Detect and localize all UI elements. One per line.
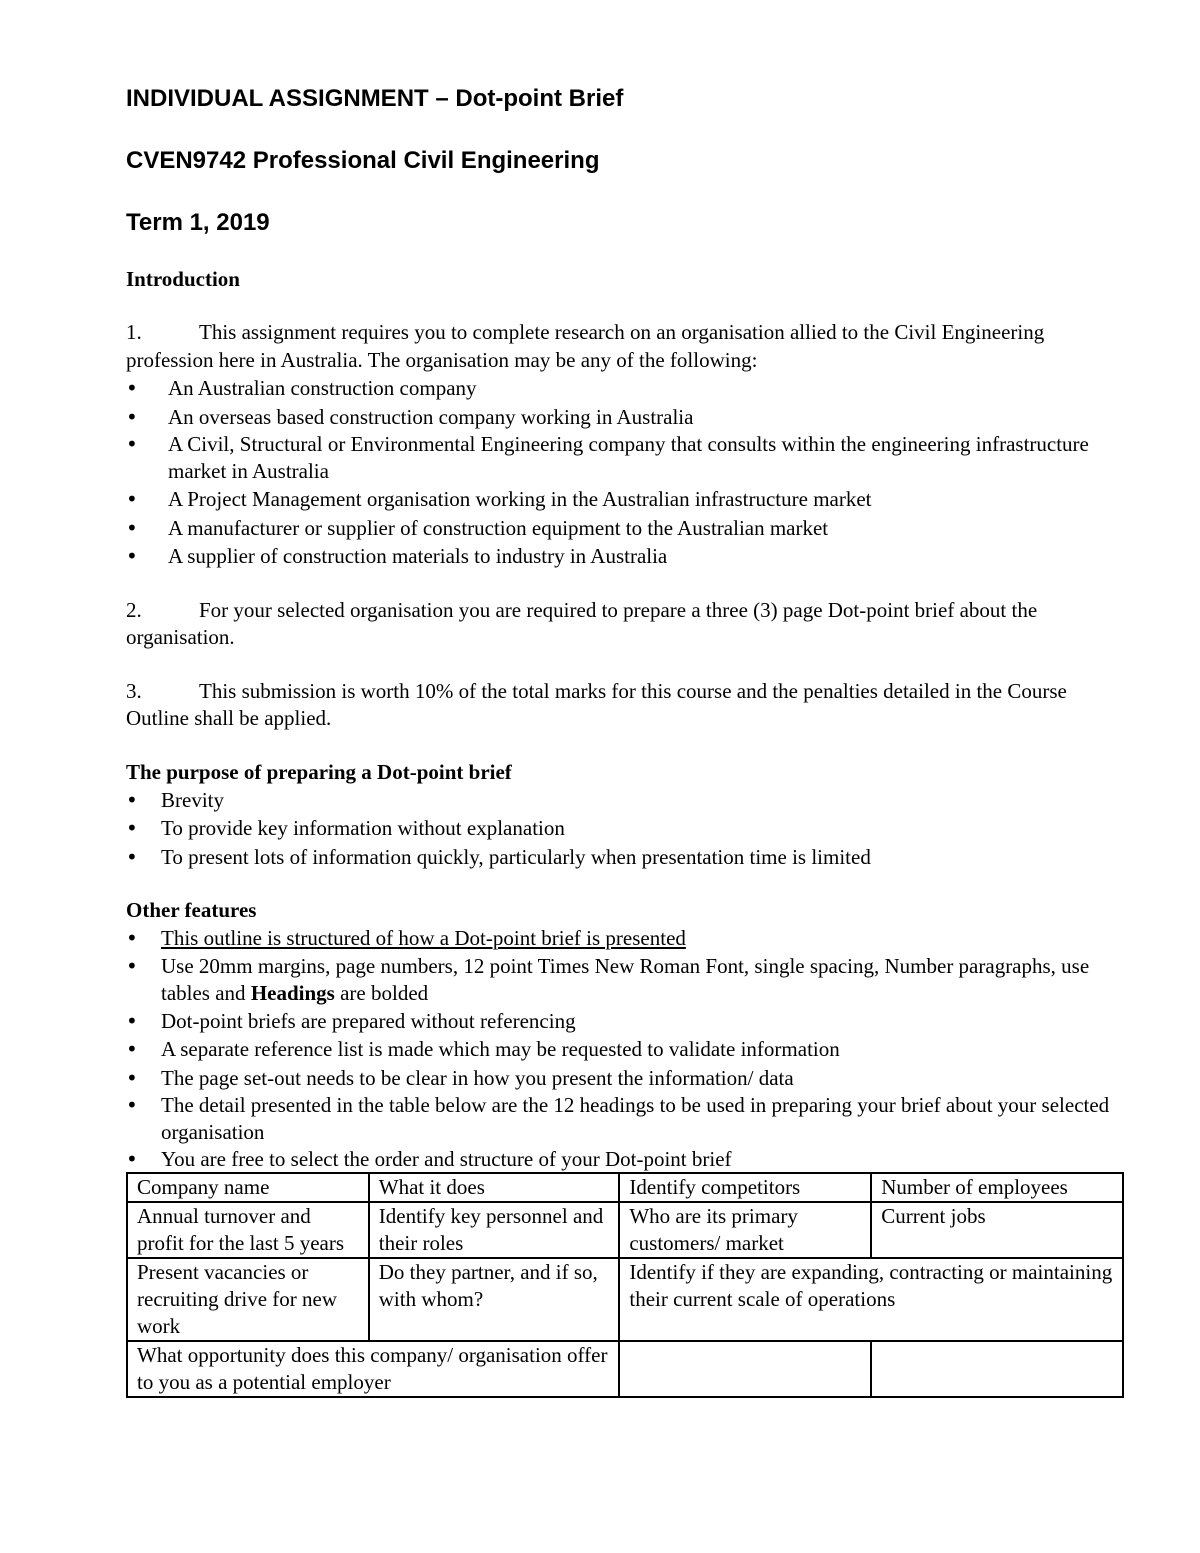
- paragraph-number: 2.: [126, 597, 142, 622]
- paragraph-number: 1.: [126, 320, 142, 344]
- headings-table: [126, 1172, 1124, 1398]
- features-heading: Other features: [126, 898, 257, 922]
- paragraph-2: [126, 597, 1126, 652]
- table-cell: Who are its primary customers/ market: [619, 1202, 871, 1258]
- list-item: • To provide key information without explanation: [126, 814, 1126, 843]
- list-item: • A Civil, Structural or Environmental Engineering company that consults within the engineering infrastructure market in Australia: [126, 431, 1126, 485]
- table-cell: Current jobs: [871, 1202, 1123, 1258]
- table-cell: Number of employees: [871, 1173, 1123, 1202]
- table-cell: Identify competitors: [619, 1173, 871, 1202]
- table-cell: Do they partner, and if so, with whom?: [369, 1258, 620, 1341]
- term-label: Term 1, 2019: [126, 209, 270, 236]
- table-cell: Present vacancies or recruiting drive for new work: [127, 1258, 369, 1341]
- table-cell: Annual turnover and profit for the last 5 years: [127, 1202, 369, 1258]
- paragraph-text: This assignment requires you to complete research on an organisation allied to the Civil Engineering profession here in Australia. The organisation may be any of the following:: [126, 320, 1045, 372]
- bold-text: Headings: [250, 980, 335, 1005]
- course-title: CVEN9742 Professional Civil Engineering: [126, 147, 600, 174]
- list-item: • An overseas based construction company working in Australia: [126, 403, 1126, 432]
- list-item: • A Project Management organisation working in the Australian infrastructure market: [126, 485, 1126, 514]
- list-item: • A manufacturer or supplier of construction equipment to the Australian market: [126, 514, 1126, 543]
- list-item: • The page set-out needs to be clear in how you present the information/ data: [126, 1064, 1126, 1093]
- list-item: [126, 924, 1126, 953]
- features-list: [126, 924, 1126, 1172]
- list-item: • You are free to select the order and structure of your Dot-point brief: [126, 1146, 1126, 1172]
- table-cell: What opportunity does this company/ organisation offer to you as a potential employer: [127, 1341, 619, 1397]
- table-cell: [871, 1341, 1123, 1397]
- paragraph-3: [126, 678, 1126, 733]
- paragraph-text: For your selected organisation you are required to prepare a three (3) page Dot-point brief about the organisation.: [126, 597, 1038, 649]
- list-item: • A supplier of construction materials to industry in Australia: [126, 542, 1126, 571]
- table-row: [127, 1202, 1123, 1258]
- paragraph-number: 3.: [126, 678, 142, 703]
- introduction-heading: Introduction: [126, 267, 240, 291]
- document-page: [126, 84, 1126, 1398]
- paragraph-text: This submission is worth 10% of the total marks for this course and the penalties detailed in the Course Outline shall be applied.: [126, 678, 1067, 730]
- list-item: • Brevity: [126, 786, 1126, 815]
- organisation-type-list: [126, 374, 1126, 571]
- list-item: • Dot-point briefs are prepared without referencing: [126, 1007, 1126, 1036]
- purpose-list: [126, 786, 1126, 872]
- table-row: [127, 1258, 1123, 1341]
- table-cell: [619, 1341, 871, 1397]
- table-cell: Identify key personnel and their roles: [369, 1202, 620, 1258]
- table-cell: What it does: [369, 1173, 620, 1202]
- underlined-text: This outline is structured of how a Dot-point brief is presented: [161, 926, 686, 950]
- purpose-heading: The purpose of preparing a Dot-point brief: [126, 759, 512, 784]
- table-cell: Identify if they are expanding, contracting or maintaining their current scale of operations: [619, 1258, 1123, 1341]
- item-text: Use 20mm margins, page numbers, 12 point Times New Roman Font, single spacing, Number paragraphs, use tables and: [161, 953, 1090, 1005]
- table-row: [127, 1341, 1123, 1397]
- list-item: • The detail presented in the table below are the 12 headings to be used in preparing your brief about your selected organisation: [126, 1092, 1126, 1146]
- list-item: • To present lots of information quickly, particularly when presentation time is limited: [126, 843, 1126, 872]
- document-title: INDIVIDUAL ASSIGNMENT – Dot-point Brief: [126, 85, 624, 112]
- item-text: are bolded: [334, 980, 429, 1005]
- paragraph-1: [126, 319, 1126, 374]
- table-cell: Company name: [127, 1173, 369, 1202]
- list-item: [126, 953, 1126, 1007]
- list-item: • A separate reference list is made which may be requested to validate information: [126, 1035, 1126, 1064]
- table-row: [127, 1173, 1123, 1202]
- list-item: • An Australian construction company: [126, 374, 1126, 403]
